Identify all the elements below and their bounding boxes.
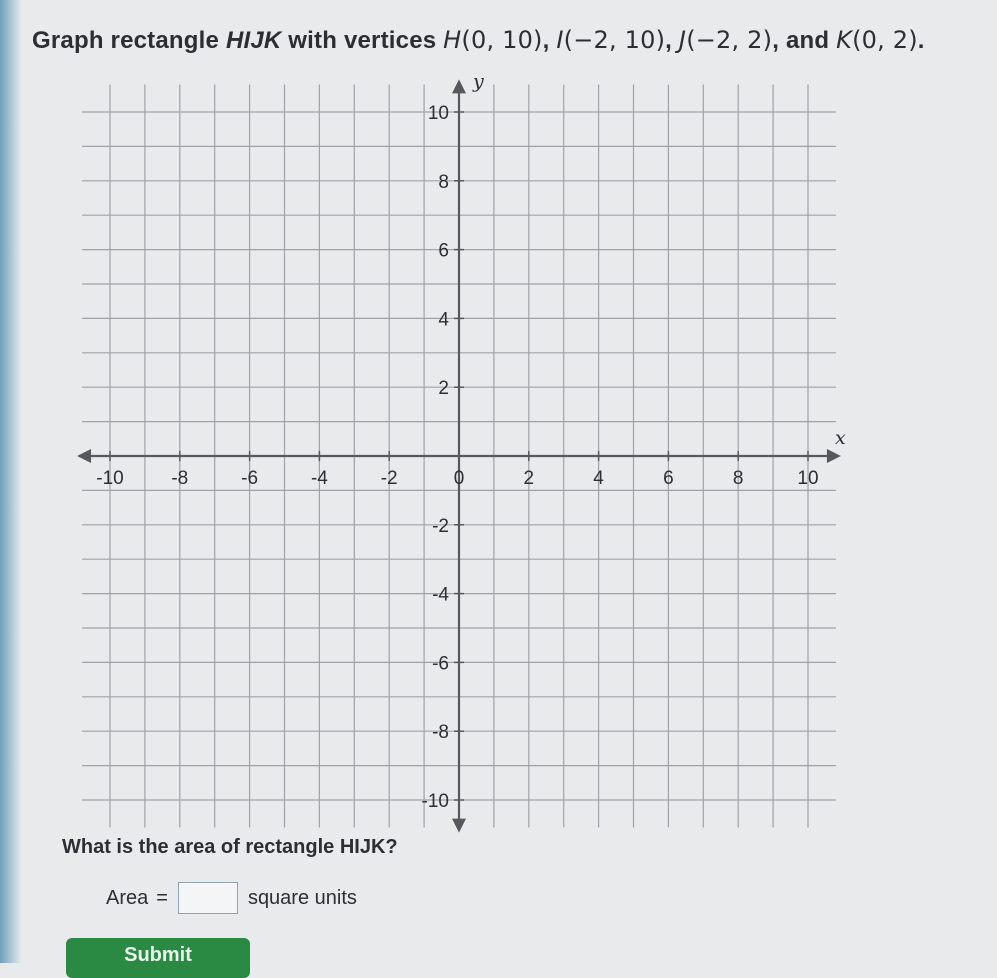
coordinate-graph[interactable] (80, 70, 846, 814)
y-tick-label: -10 (421, 791, 449, 812)
y-axis-arrow-up-icon (452, 79, 466, 93)
y-tick-label: -8 (432, 722, 449, 744)
y-tick-label: 10 (427, 103, 449, 124)
units-label: square units (247, 886, 357, 909)
vertex-i-coords: (−2, 10) (563, 26, 666, 54)
question-prefix: Graph rectangle (32, 27, 226, 54)
y-tick-label: -6 (432, 653, 449, 675)
axes (77, 79, 841, 832)
x-tick-label: 0 (453, 468, 465, 489)
area-label: Area (106, 886, 149, 909)
vertex-j-coords: (−2, 2) (686, 26, 773, 54)
vertex-j (679, 26, 772, 54)
submit-button[interactable]: Submit (66, 938, 250, 978)
vertex-j-label: J (678, 26, 687, 54)
answer-row (106, 880, 357, 916)
x-axis-arrow-right-icon (827, 449, 841, 463)
tick-labels (96, 70, 846, 812)
vertex-i-label: I (556, 26, 564, 54)
y-tick-label: 2 (438, 378, 449, 400)
vertex-h (443, 26, 542, 54)
x-tick-label: -2 (380, 468, 398, 489)
sep-4: . (917, 27, 925, 54)
vertex-h-coords: (0, 10) (461, 26, 543, 54)
y-tick-label: 6 (438, 240, 449, 262)
vertex-k-coords: (0, 2) (852, 26, 918, 54)
y-tick-label: 8 (438, 171, 449, 193)
vertex-i (556, 26, 665, 54)
sep-3: , and (772, 27, 837, 54)
x-tick-label: -4 (310, 468, 328, 489)
x-tick-label: -10 (96, 468, 124, 489)
vertex-k (836, 26, 918, 54)
x-tick-label: 6 (663, 468, 674, 489)
x-tick-label: -8 (171, 468, 189, 489)
vertex-h-label: H (443, 26, 462, 54)
x-axis-label: x (834, 427, 846, 449)
x-tick-label: 8 (732, 468, 744, 489)
vertex-k-label: K (836, 26, 853, 54)
question-text (32, 26, 925, 55)
equals-sign: = (156, 886, 168, 909)
graph-canvas[interactable] (80, 70, 846, 814)
sep-2: , (665, 27, 679, 54)
question-middle: with vertices (281, 27, 444, 54)
x-tick-label: 4 (593, 468, 604, 489)
y-tick-label: -4 (432, 584, 449, 606)
x-axis-arrow-left-icon (77, 449, 91, 463)
x-tick-label: 10 (797, 468, 819, 489)
sep-1: , (542, 27, 557, 54)
x-tick-label: -6 (241, 468, 259, 489)
left-edge-strip (0, 0, 22, 963)
area-answer-input[interactable] (178, 882, 238, 914)
y-tick-label: 4 (438, 309, 449, 331)
area-question: What is the area of rectangle HIJK? (62, 836, 398, 858)
y-axis-arrow-down-icon (452, 819, 466, 833)
y-tick-label: -2 (432, 515, 449, 537)
y-axis-label: y (473, 70, 484, 93)
shape-name: HIJK (225, 27, 282, 54)
x-tick-label: 2 (523, 468, 535, 489)
